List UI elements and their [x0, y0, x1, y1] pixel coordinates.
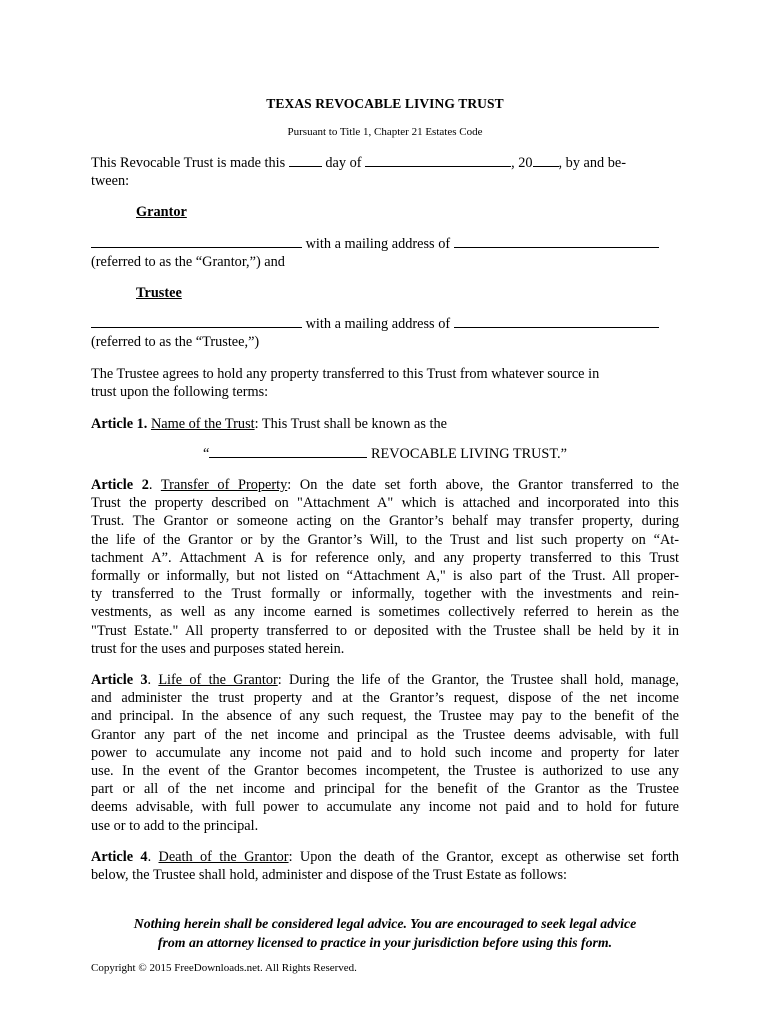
- copyright-notice: Copyright © 2015 FreeDownloads.net. All Rights Reserved.: [91, 962, 357, 974]
- article-3: [91, 671, 679, 835]
- article-2-line-9: trust for the uses and purposes stated herein.: [91, 640, 345, 657]
- agreement-line-1: The Trustee agrees to hold any property transferred to this Trust from whatever source in: [91, 366, 600, 382]
- intro-paragraph: [91, 154, 679, 190]
- grantor-mailing-text: with a mailing address of: [305, 236, 451, 252]
- article-2-line-7: vestments, as well as any income earned is sometimes collectively referred to herein as the: [91, 604, 679, 621]
- trustee-mailing-text: with a mailing address of: [305, 316, 451, 332]
- legal-disclaimer: [0, 914, 770, 952]
- article-3-line-1: and administer the trust property and at the Grantor’s request, dispose of the net income: [91, 690, 679, 707]
- article-2-heading: Transfer of Property: [160, 477, 288, 493]
- article-3-label: Article 3: [91, 672, 148, 688]
- article-1-heading: Name of the Trust: [150, 416, 255, 432]
- trust-name-open-quote: “: [203, 446, 210, 462]
- trust-name-suffix: REVOCABLE LIVING TRUST.”: [370, 446, 567, 462]
- article-1-label: Article 1.: [91, 416, 148, 432]
- intro-text-2: day of: [325, 155, 362, 171]
- article-2-line-3: the life of the Grantor or by the Grantor’s Will, to the Trust and list such property on “At-: [91, 531, 679, 548]
- grantor-name-blank: [91, 235, 302, 248]
- trustee-block: [91, 315, 679, 351]
- article-4: [91, 848, 679, 884]
- grantor-referred-text: (referred to as the “Grantor,”) and: [91, 254, 285, 271]
- trust-name-line: [0, 445, 770, 463]
- day-blank: [289, 154, 322, 167]
- agreement-paragraph: [91, 365, 679, 401]
- grantor-heading: Grantor: [136, 204, 187, 220]
- article-1-text: : This Trust shall be known as the: [254, 416, 447, 432]
- intro-text-3: , 20: [511, 155, 533, 171]
- intro-text-5: tween:: [91, 173, 130, 190]
- article-3-line-7: deems advisable, with full power to accumulate any income not paid and to hold for future: [91, 799, 679, 816]
- month-blank: [365, 154, 511, 167]
- article-3-line-0: : During the life of the Grantor, the Trustee shall hold, manage,: [277, 672, 680, 688]
- trustee-address-blank: [454, 315, 659, 328]
- article-3-line-4: power to accumulate any income not paid and to hold such income and property for later: [91, 744, 679, 761]
- article-3-line-5: use. In the event of the Grantor becomes incompetent, the Trustee is authorized to use any: [91, 763, 679, 780]
- article-4-line-0: : Upon the death of the Grantor, except as otherwise set forth: [288, 849, 679, 865]
- intro-text-4: , by and be-: [558, 155, 627, 171]
- article-2-label: Article 2: [91, 477, 149, 493]
- article-4-sep: .: [147, 849, 159, 865]
- trust-name-blank: [209, 445, 367, 458]
- trustee-referred-text: (referred to as the “Trustee,”): [91, 334, 260, 351]
- article-2-line-2: Trust. The Grantor or someone acting on the Grantor’s behalf may transfer property, during: [91, 513, 679, 530]
- article-3-line-8: use or to add to the principal.: [91, 817, 259, 834]
- agreement-line-2: trust upon the following terms:: [91, 384, 269, 401]
- intro-text-1: This Revocable Trust is made this: [91, 155, 286, 171]
- article-2-line-4: tachment A”. Attachment A is for reference only, and any property transferred to this Trust: [91, 549, 679, 566]
- article-4-label: Article 4: [91, 849, 148, 865]
- article-2-line-5: formally or informally, but not listed on “Attachment A," is also part of the Trust. All proper-: [91, 568, 679, 585]
- article-3-line-3: Grantor any part of the net income and principal as the Trustee deems advisable, with full: [91, 726, 679, 743]
- document-title: TEXAS REVOCABLE LIVING TRUST: [266, 96, 504, 111]
- grantor-block: [91, 235, 679, 271]
- article-3-sep: .: [147, 672, 159, 688]
- year-blank: [533, 154, 559, 167]
- article-2-line-6: ty transferred to the Trust formally or informally, together with the investments and rein-: [91, 586, 679, 603]
- disclaimer-line-2: from an attorney licensed to practice in your jurisdiction before using this form.: [157, 935, 613, 950]
- article-2-line-0: : On the date set forth above, the Grantor transferred to the: [287, 477, 680, 493]
- trustee-heading: Trustee: [136, 285, 182, 301]
- article-4-line-1: below, the Trustee shall hold, administer and dispose of the Trust Estate as follows:: [91, 867, 567, 884]
- article-2-line-8: "Trust Estate." All property transferred to or deposited with the Trustee shall be held by it in: [91, 622, 679, 639]
- article-1: [91, 415, 679, 433]
- article-3-line-2: and principal. In the absence of any such request, the Trustee may pay to the benefit of the: [91, 708, 679, 725]
- article-4-heading: Death of the Grantor: [158, 849, 289, 865]
- article-3-line-6: part or all of the net income and principal for the benefit of the Grantor as the Trustee: [91, 781, 679, 798]
- document-subtitle: Pursuant to Title 1, Chapter 21 Estates Code: [287, 126, 483, 138]
- article-2: [91, 476, 679, 658]
- grantor-address-blank: [454, 235, 659, 248]
- article-3-heading: Life of the Grantor: [158, 672, 278, 688]
- trustee-name-blank: [91, 315, 302, 328]
- disclaimer-line-1: Nothing herein shall be considered legal advice. You are encouraged to seek legal advice: [133, 916, 637, 931]
- article-2-sep: .: [148, 477, 161, 493]
- article-2-line-1: Trust the property described on "Attachment A" which is attached and incorporated into this: [91, 495, 679, 512]
